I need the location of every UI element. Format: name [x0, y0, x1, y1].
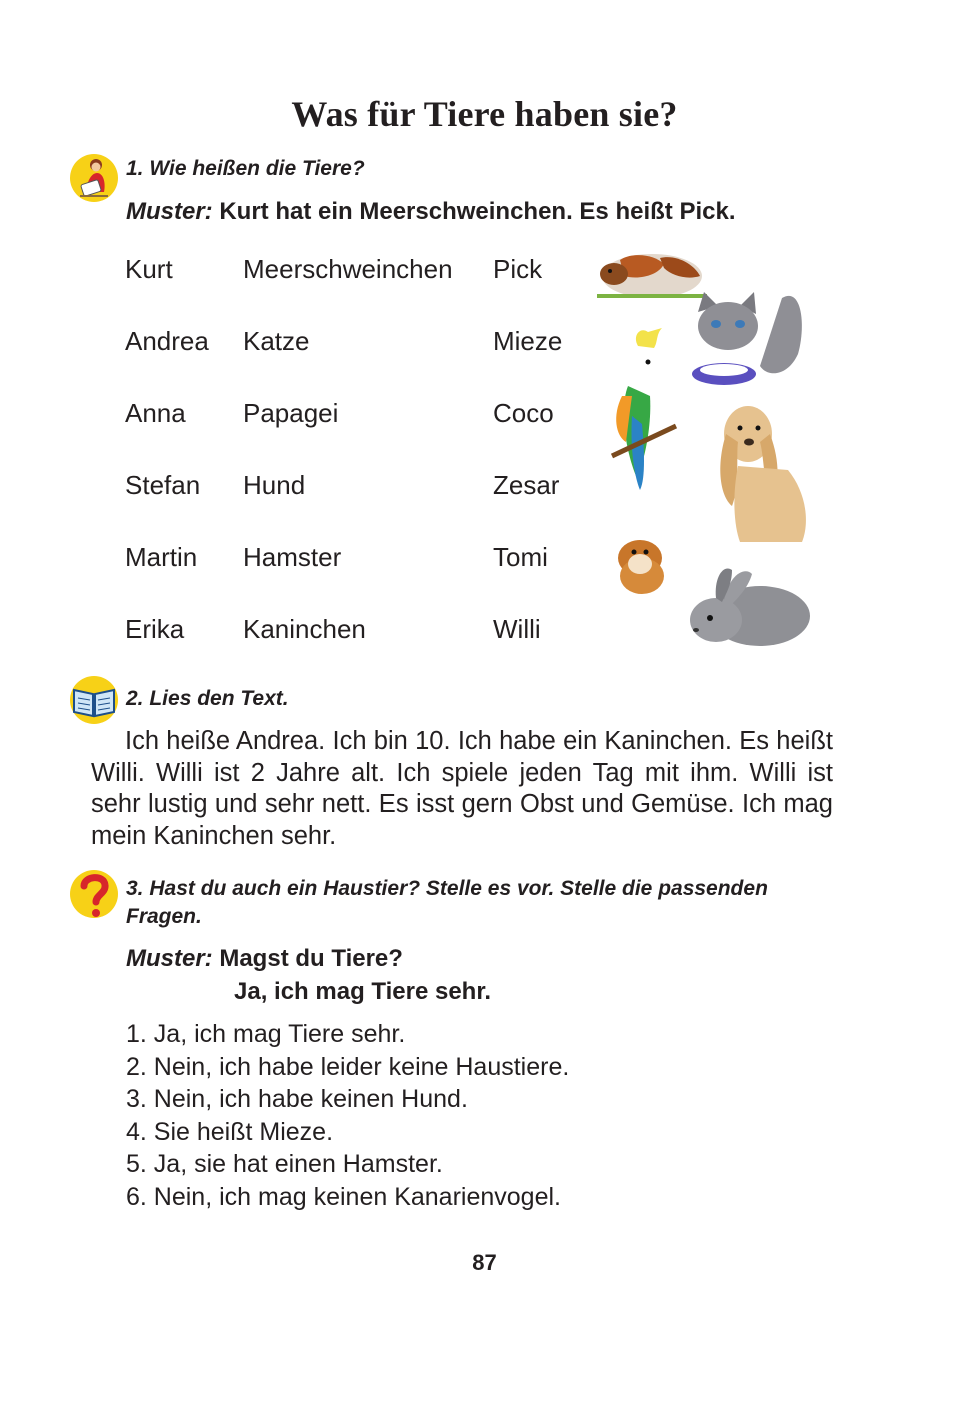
reading-text: Ich heiße Andrea. Ich bin 10. Ich habe ein Kaninchen. Es heißt Willi. Willi ist 2 Jahre alt. Ich spiele jeden Tag mit ihm. Willi ist sehr lustig und sehr nett. Es isst gern Obst und Gemüse. Ich mag mein Kaninchen sehr. [91, 727, 833, 850]
list-item: 3. Nein, ich habe keinen Hund. [126, 1085, 468, 1113]
person-name: Stefan [125, 470, 201, 500]
person-name: Erika [125, 614, 185, 644]
task3-heading-line1: 3. Hast du auch ein Haustier? Stelle es vor. Stelle die passenden [126, 877, 768, 900]
animal-type: Meerschweinchen [243, 254, 453, 284]
person-name: Martin [125, 542, 198, 572]
muster-question: Magst du Tiere? [219, 945, 403, 972]
muster-text: Kurt hat ein Meerschweinchen. Es heißt Pick. [219, 198, 736, 225]
task1-muster [126, 195, 735, 228]
task3-heading-line2: Fragen. [126, 905, 202, 928]
animal-type: Katze [243, 326, 310, 356]
animal-type: Hamster [243, 542, 342, 572]
pet-name: Coco [493, 398, 554, 428]
muster-label: Muster: [126, 198, 213, 225]
cat-illustration [692, 292, 802, 385]
animal-type: Kaninchen [243, 614, 366, 644]
dog-illustration [720, 406, 806, 542]
person-name: Andrea [125, 326, 209, 356]
hamster-illustration [618, 540, 664, 594]
page-number: 87 [472, 1250, 497, 1275]
task1-heading: 1. Wie heißen die Tiere? [126, 157, 365, 180]
animal-type: Papagei [243, 398, 339, 428]
animal-illustrations [592, 246, 832, 666]
list-item: 2. Nein, ich habe leider keine Haustiere. [126, 1052, 570, 1081]
task3-muster [126, 942, 403, 975]
answers-list [126, 1018, 569, 1213]
pet-name: Willi [493, 614, 541, 644]
muster-label: Muster: [126, 945, 213, 972]
muster-answer: Ja, ich mag Tiere sehr. [234, 978, 492, 1005]
task3-heading [126, 875, 768, 931]
pet-name: Zesar [493, 470, 560, 500]
reading-child-icon [68, 152, 120, 204]
list-item: 4. Sie heißt Mieze. [126, 1117, 334, 1146]
list-item: 5. Ja, sie hat einen Hamster. [126, 1150, 443, 1178]
parrot-illustration [612, 328, 676, 490]
pet-name: Tomi [493, 542, 548, 572]
person-name: Kurt [125, 254, 173, 284]
pet-name: Pick [493, 254, 543, 284]
pet-name: Mieze [493, 326, 563, 356]
rabbit-illustration [690, 568, 810, 646]
list-item: 6. Nein, ich mag keinen Kanarienvogel. [126, 1182, 561, 1211]
animal-type: Hund [243, 470, 306, 500]
open-book-icon [68, 674, 120, 726]
person-name: Anna [125, 398, 186, 428]
list-item: 1. Ja, ich mag Tiere sehr. [126, 1020, 406, 1048]
page-title: Was für Tiere haben sie? [291, 94, 678, 134]
task2-heading: 2. Lies den Text. [126, 687, 289, 710]
guinea-pig-illustration [597, 254, 707, 298]
question-mark-icon [68, 868, 120, 920]
